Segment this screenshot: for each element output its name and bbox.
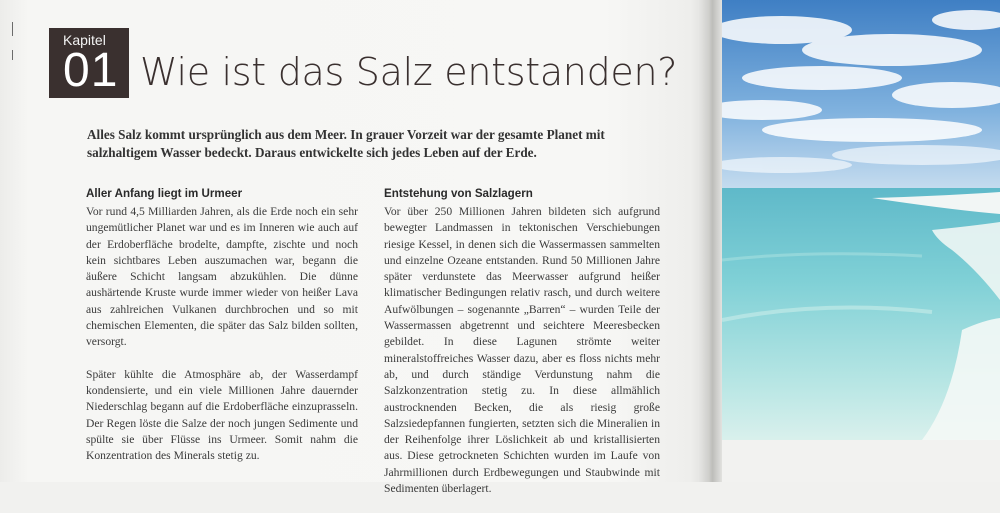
section-heading: Aller Anfang liegt im Urmeer xyxy=(86,187,243,200)
sea-photo xyxy=(722,0,1000,482)
chapter-box xyxy=(49,28,129,98)
paragraph: Vor rund 4,5 Milliarden Jahren, als die Erde noch ein sehr ungemütlicher Planet war und es im Inneren wie auch auf der Erdoberfläche brodelte, dampfte, zischte und noch kein sichtbares Leben auszumachen war, begann die äußere Schicht langsam abzukühlen. Die dünne aushärtende Kruste wurde immer wieder von heißer Lava aus zahlreichen Vulkanen durchbrochen und so mit chemischen Elementen, die später das Salz bilden sollten, versorgt. xyxy=(86,205,358,349)
page-margin xyxy=(722,440,1000,482)
chapter-number: 01 xyxy=(63,44,119,97)
book-gutter xyxy=(698,0,722,482)
paragraph: Vor über 250 Millionen Jahren bildeten sich aufgrund bewegter Landmassen in tektonischen Verschiebungen riesige Kessel, in denen sich die Wassermassen sammelten und einzelne Ozeane entstanden. Rund 50 Millionen Jahre später verdunstete das Meerwasser aufgrund heißer klimatischer Bedingungen relativ rasch, und durch weitere Aufwölbungen – sogenannte „Barren“ – wurden Teile der Wassermassen abgetrennt und seichtere Meeresbecken gebildet. In diese Lagunen strömte weiter mineralstoffreiches Wasser dazu, aber es floss nichts mehr ab, und durch ständige Verdunstung nahm die Salzkonzentration stetig zu. In diese allmählich austrocknenden Becken, die als riesig große Salzsiedepfannen fungierten, setzten sich die Mineralien in der Reihenfolge ihrer Löslichkeit ab und kristallisierten aus. Diese getrockneten Schichten wurden im Laufe von Jahrmillionen durch Erdbewegungen und Staubwinde mit Sedimenten überlagert. xyxy=(384,205,660,496)
page-title: Wie ist das Salz entstanden? xyxy=(140,50,678,94)
page-edge-mark xyxy=(12,22,13,36)
intro-text: Alles Salz kommt ursprünglich aus dem Meer. In grauer Vorzeit war der gesamte Planet mit salzhaltigem Wasser bedeckt. Daraus entwickelte sich jedes Leben auf der Erde. xyxy=(87,127,605,160)
chapter-label: Kapitel xyxy=(63,32,106,48)
page-edge-mark xyxy=(12,50,13,60)
column-right xyxy=(384,186,660,513)
column-left xyxy=(86,186,358,480)
paragraph: Später kühlte die Atmosphäre ab, der Wasserdampf kondensierte, und ein viele Millionen Jahre dauernder Niederschlag begann auf die Erdoberfläche einzuprasseln. Der Regen löste die Salze der noch jungen Sedimente und spülte sie über Flüsse ins Urmeer. Somit nahm die Konzentration des Minerals stetig zu. xyxy=(86,367,358,463)
section-heading: Entstehung von Salzlagern xyxy=(384,187,533,200)
